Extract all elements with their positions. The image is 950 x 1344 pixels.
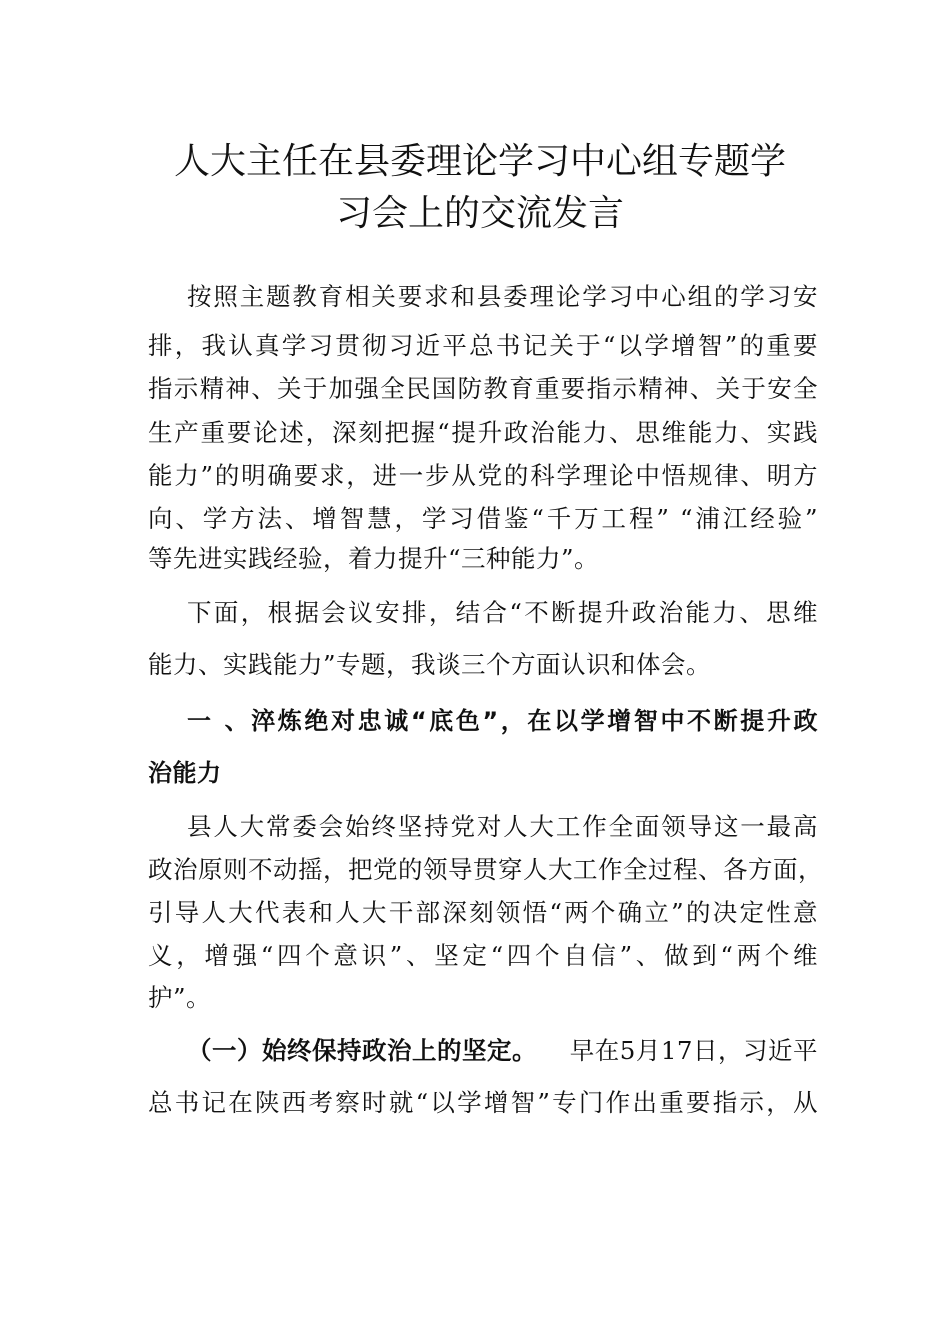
paragraph-3-line-3: 引导人大代表和人大干部深刻领悟“两个确立”的决定性意 — [148, 898, 818, 927]
paragraph-4-rest: 早在5月17日，习近平 — [569, 1036, 818, 1065]
section-heading-1-line-2: 治能力 — [148, 759, 222, 787]
paragraph-1-line-1: 按照主题教育相关要求和县委理论学习中心组的学习安 — [187, 282, 818, 311]
paragraph-1-line-6: 向、学方法、增智慧，学习借鉴“千万工程” “浦江经验” — [148, 504, 818, 533]
paragraph-1-line-4: 生产重要论述，深刻把握“提升政治能力、思维能力、实践 — [148, 418, 818, 447]
paragraph-1-line-7: 等先进实践经验，着力提升“三种能力”。 — [148, 544, 600, 573]
paragraph-4-line-2: 总书记在陕西考察时就“以学增智”专门作出重要指示，从 — [148, 1088, 818, 1117]
paragraph-3-line-1: 县人大常委会始终坚持党对人大工作全面领导这一最高 — [187, 812, 818, 841]
paragraph-4-line-1 — [187, 1035, 818, 1067]
paragraph-3-line-5: 护”。 — [148, 983, 212, 1012]
paragraph-3-line-2: 政治原则不动摇，把党的领导贯穿人大工作全过程、各方面， — [148, 855, 823, 884]
document-title-line-2: 习会上的交流发言 — [335, 193, 624, 234]
paragraph-1-line-3: 指示精神、关于加强全民国防教育重要指示精神、关于安全 — [148, 374, 818, 403]
section-heading-1-line-1: 一 、淬炼绝对忠诚“底色”，在以学增智中不断提升政 — [187, 707, 818, 735]
paragraph-2-line-2: 能力、实践能力”专题，我谈三个方面认识和体会。 — [148, 650, 712, 679]
paragraph-2-line-1: 下面，根据会议安排，结合“不断提升政治能力、思维 — [187, 598, 818, 627]
paragraph-3-line-4: 义，增强“四个意识”、坚定“四个自信”、做到“两个维 — [148, 941, 818, 970]
paragraph-1-line-5: 能力”的明确要求，进一步从党的科学理论中悟规律、明方 — [148, 461, 818, 490]
paragraph-1-line-2: 排，我认真学习贯彻习近平总书记关于“以学增智”的重要 — [148, 331, 818, 360]
paragraph-4-lead: （一）始终保持政治上的坚定。 — [187, 1036, 537, 1065]
document-title-line-1: 人大主任在县委理论学习中心组专题学 — [173, 141, 786, 182]
